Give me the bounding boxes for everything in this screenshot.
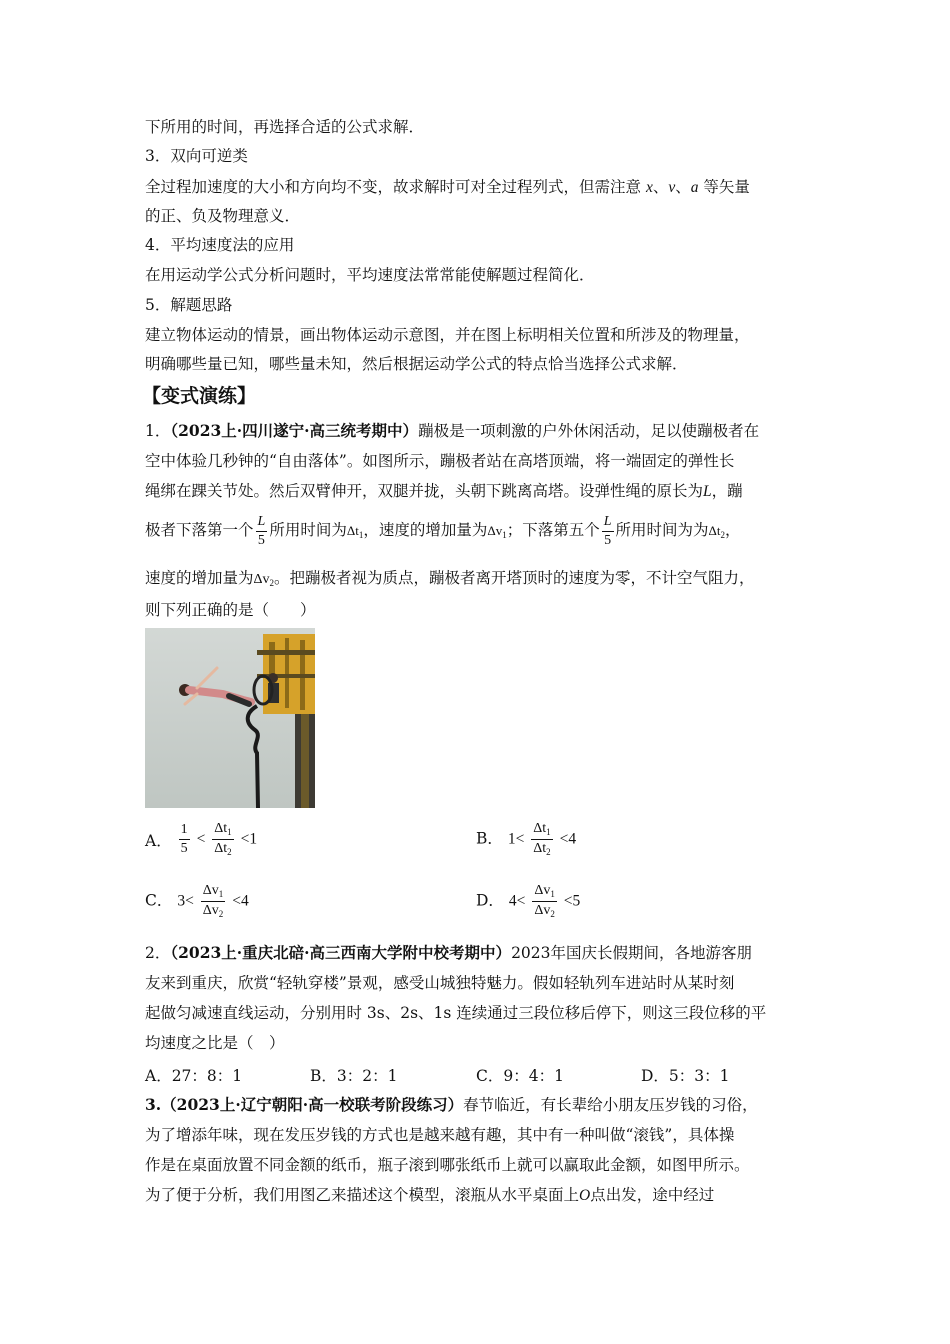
q1-option-b[interactable]: B． 1< $\frac{\Delta t_1}{\Delta t_2}$ <4 — [476, 821, 577, 857]
text-line: 下所用的时间，再选择合适的公式求解． — [145, 118, 425, 136]
q3-line: 为了增添年味，现在发压岁钱的方式也是越来越有趣，其中有一种叫做“滚钱”，具体操 — [145, 1126, 735, 1144]
section-title: 【变式演练】 — [142, 385, 257, 407]
text-line: 全过程加速度的大小和方向均不变，故求解时可对全过程列式，但需注意 x、v、a 等矢量 — [145, 178, 750, 196]
fraction-dt1-over-dt2: $\frac{\Delta t_1}{\Delta t_2}$ — [214, 821, 232, 857]
q1-line: 则下列正确的是（ ） — [145, 601, 316, 619]
text-line: 在用运动学公式分析问题时，平均速度法常常能使解题过程简化． — [145, 266, 595, 284]
q1-option-c[interactable]: C． 3< $\frac{\Delta v_1}{\Delta v_2}$ <4 — [145, 883, 249, 919]
subheading-approach: 5．解题思路 — [145, 296, 233, 314]
q2-option-d[interactable]: D．5：3：1 — [641, 1067, 730, 1085]
bungee-jumper-image — [145, 628, 315, 808]
q3-line: 作是在桌面放置不同金额的纸币，瓶子滚到哪张纸币上就可以赢取此金额，如图甲所示。 — [145, 1156, 750, 1174]
q1-option-d[interactable]: D． 4< $\frac{\Delta v_1}{\Delta v_2}$ <5 — [476, 883, 581, 919]
q2-line: 2．（2023上·重庆北碚·高三西南大学附中校考期中）2023年国庆长假期间，各地游客朋 — [145, 943, 753, 962]
q1-line: 绳绑在踝关节处。然后双臂伸开，双腿并拢，头朝下跳离高塔。设弹性绳的原长为L，蹦 — [145, 482, 743, 500]
q1-option-a[interactable]: A． $\frac{1}{5}$ < $\frac{\Delta t_1}{\Delta t_2}$ <1 — [145, 821, 258, 857]
fraction-L-over-5: $\frac{L}{5}$ — [603, 513, 612, 548]
text-line: 的正、负及物理意义． — [145, 207, 301, 225]
bungee-jump-photo — [145, 628, 315, 808]
q2-line: 均速度之比是（ ） — [145, 1034, 285, 1052]
q3-line: 3.（2023上·辽宁朝阳·高一校联考阶段练习）春节临近，有长辈给小朋友压岁钱的习俗， — [145, 1095, 758, 1114]
q2-option-c[interactable]: C．9：4：1 — [476, 1067, 564, 1085]
q1-line: 1．（2023上·四川遂宁·高三统考期中）蹦极是一项刺激的户外休闲活动，足以使蹦极者在 — [145, 421, 760, 440]
fraction-L-over-5: $\frac{L}{5}$ — [257, 513, 266, 548]
subheading-average-velocity: 4．平均速度法的应用 — [145, 236, 295, 254]
q1-line: 空中体验几秒钟的“自由落体”。如图所示，蹦极者站在高塔顶端，将一端固定的弹性长 — [145, 452, 735, 470]
subheading-bidirectional: 3．双向可逆类 — [145, 147, 248, 165]
q2-line: 起做匀减速直线运动，分别用时 3s、2s、1s 连续通过三段位移后停下，则这三段位移的平 — [145, 1004, 767, 1022]
fraction-dv1-over-dv2: $\frac{\Delta v_1}{\Delta v_2}$ — [534, 883, 555, 919]
fraction-one-fifth: $\frac{1}{5}$ — [180, 822, 188, 856]
fraction-dv1-over-dv2: $\frac{\Delta v_1}{\Delta v_2}$ — [202, 883, 224, 919]
q1-line: 速度的增加量为$\Delta v_2$。把蹦极者视为质点，蹦极者离开塔顶时的速度为零，不计空气阻力， — [145, 569, 755, 588]
q2-option-b[interactable]: B．3：2：1 — [310, 1067, 398, 1085]
fraction-dt1-over-dt2: $\frac{\Delta t_1}{\Delta t_2}$ — [533, 821, 551, 857]
q2-line: 友来到重庆，欣赏“轻轨穿楼”景观，感受山城独特魅力。假如轻轨列车进站时从某时刻 — [145, 974, 735, 992]
q1-line-fractions: 极者下落第一个 $\frac{L}{5}$ 所用时间为$\Delta t_1$，速度的增加量为$\Delta v_1$；下落第五个 $\frac{L}{5}$ 所用时间为为$\Delta t_2$， — [145, 513, 741, 548]
text-line: 明确哪些量已知，哪些量未知，然后根据运动学公式的特点恰当选择公式求解． — [145, 355, 688, 373]
q2-option-a[interactable]: A．27：8：1 — [145, 1067, 243, 1085]
q3-line: 为了便于分析，我们用图乙来描述这个模型，滚瓶从水平桌面上O点出发，途中经过 — [145, 1186, 715, 1204]
text-line: 建立物体运动的情景，画出物体运动示意图，并在图上标明相关位置和所涉及的物理量， — [145, 326, 750, 344]
